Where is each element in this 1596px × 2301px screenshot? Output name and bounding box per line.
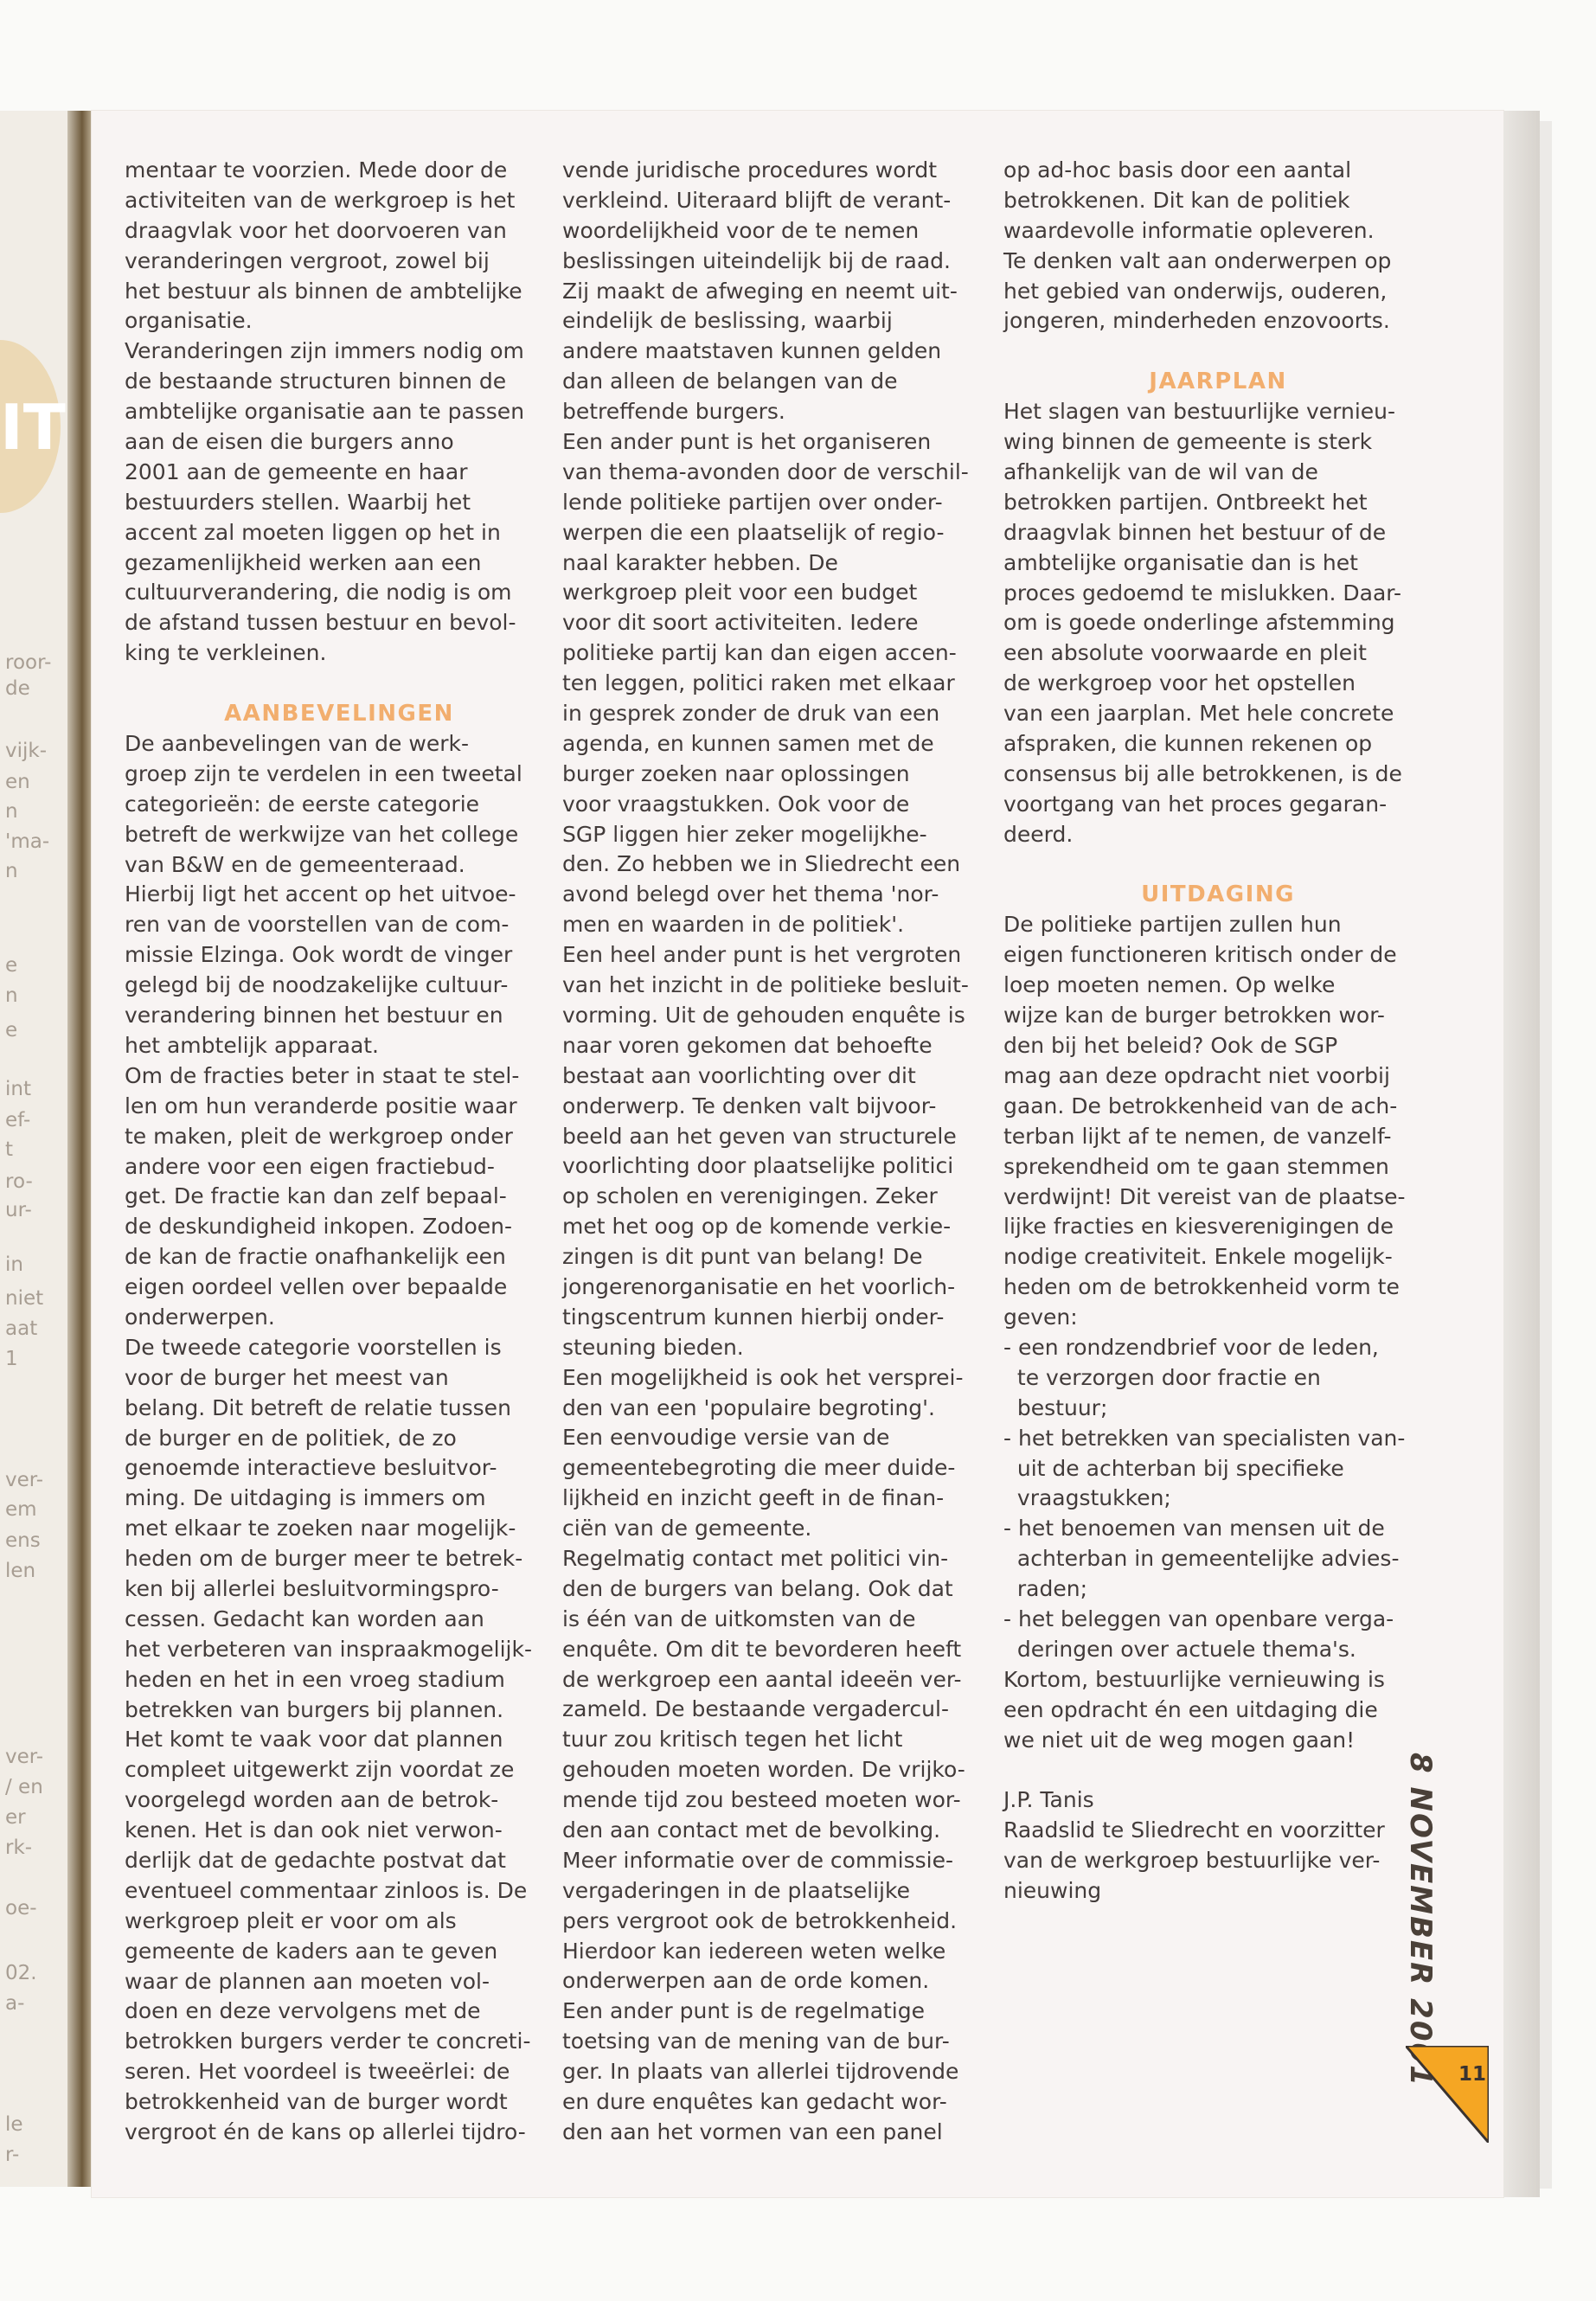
left-page-fragment: e <box>5 1019 18 1042</box>
text-line: waardevolle informatie opleveren. <box>1003 217 1375 243</box>
text-line: van de werkgroep bestuurlijke ver- <box>1003 1848 1381 1874</box>
left-page-fragment: a- <box>5 1992 25 2015</box>
text-line: het gebied van onderwijs, ouderen, <box>1003 278 1388 304</box>
text-line: verkleind. Uiteraard blijft de verant- <box>562 187 952 213</box>
left-page-fragment: ver- <box>5 1469 44 1491</box>
text-line: loep moeten nemen. Op welke <box>1003 972 1336 998</box>
text-line: betrokken partijen. Ontbreekt het <box>1003 489 1368 515</box>
text-line: afhankelijk van de wil van de <box>1003 459 1318 485</box>
text-line: deerd. <box>1003 821 1074 847</box>
text-line: vraagstukken; <box>1003 1485 1171 1511</box>
left-page-fragment: n <box>5 984 18 1007</box>
text-line: Om de fracties beter in staat te stel- <box>125 1062 520 1088</box>
text-line: zameld. De bestaande vergadercul- <box>562 1696 949 1722</box>
paragraph-gap <box>125 669 554 699</box>
text-line: consensus bij alle betrokkenen, is de <box>1003 760 1402 786</box>
text-line: andere maatstaven kunnen gelden <box>562 338 942 364</box>
left-page-fragment: ro- <box>5 1170 33 1193</box>
text-line: mentaar te voorzien. Mede door de <box>125 157 508 183</box>
left-page-fragment: le <box>5 2113 23 2136</box>
left-page-fragment: e <box>5 954 18 977</box>
text-line: gemeente de kaders aan te geven <box>125 1938 498 1964</box>
text-line: Veranderingen zijn immers nodig om <box>125 338 524 364</box>
text-line: len om hun veranderde positie waar <box>125 1093 517 1118</box>
text-line: onderwerpen aan de orde komen. <box>562 1968 930 1994</box>
text-line: de kan de fractie onafhankelijk een <box>125 1244 506 1270</box>
text-line: voor de burger het meest van <box>125 1364 449 1390</box>
text-line: veranderingen vergroot, zowel bij <box>125 247 490 273</box>
section-heading: AANBEVELINGEN <box>224 701 454 727</box>
page-edge-outer <box>1540 121 1552 2189</box>
text-line: jongeren, minderheden enzovoorts. <box>1003 308 1390 334</box>
text-line: Kortom, bestuurlijke vernieuwing is <box>1003 1666 1385 1692</box>
text-line: Een ander punt is het organiseren <box>562 429 932 455</box>
text-line: politieke partij kan dan eigen accen- <box>562 640 957 666</box>
text-line: Te denken valt aan onderwerpen op <box>1003 247 1392 273</box>
page-number: 11 <box>1458 2063 1487 2086</box>
text-line: cultuurverandering, die nodig is om <box>125 580 512 606</box>
text-line: - het beleggen van openbare verga- <box>1003 1606 1394 1631</box>
text-line: den. Zo hebben we in Sliedrecht een <box>562 851 961 877</box>
page-edge <box>1503 111 1540 2197</box>
left-page-fragment: oe- <box>5 1897 37 1920</box>
left-page-fragment: em <box>5 1498 37 1521</box>
text-line: ten leggen, politici raken met elkaar <box>562 670 955 696</box>
text-line: van het inzicht in de politieke besluit- <box>562 972 969 998</box>
text-line: het ambtelijk apparaat. <box>125 1032 380 1058</box>
text-column-1 <box>125 156 554 2148</box>
text-line: te verzorgen door fractie en <box>1003 1364 1321 1390</box>
text-line: verdwijnt! Dit vereist van de plaatse- <box>1003 1183 1406 1209</box>
text-line: nodige creativiteit. Enkele mogelijk- <box>1003 1244 1393 1270</box>
left-page-fragment: aat <box>5 1317 38 1340</box>
left-page-fragment: roor- <box>5 651 52 674</box>
text-line: de afstand tussen bestuur en bevol- <box>125 610 516 636</box>
text-line: men en waarden in de politiek'. <box>562 912 905 938</box>
text-line: De politieke partijen zullen hun <box>1003 912 1342 938</box>
text-line: compleet uitgewerkt zijn voordat ze <box>125 1757 515 1783</box>
text-line: heden om de betrokkenheid vorm te <box>1003 1274 1400 1300</box>
text-line: voorgelegd worden aan de betrok- <box>125 1787 499 1813</box>
text-line: vergaderingen in de plaatselijke <box>562 1877 910 1903</box>
text-line: woordelijkheid voor de te nemen <box>562 217 920 243</box>
text-line: Hierbij ligt het accent op het uitvoe- <box>125 881 516 907</box>
text-line: den de burgers van belang. Ook dat <box>562 1575 953 1601</box>
text-line: en dure enquêtes kan gedacht wor- <box>562 2089 947 2114</box>
text-line: tuur zou kritisch tegen het licht <box>562 1727 903 1753</box>
text-line: waar de plannen aan moeten vol- <box>125 1968 490 1994</box>
text-line: Een eenvoudige versie van de <box>562 1425 890 1451</box>
left-page-fragment: 1 <box>5 1348 18 1370</box>
text-line: Raadslid te Sliedrecht en voorzitter <box>1003 1817 1385 1843</box>
text-line: naal karakter hebben. De <box>562 549 838 575</box>
text-line: tingscentrum kunnen hierbij onder- <box>562 1304 945 1330</box>
text-line: Het slagen van bestuurlijke vernieu- <box>1003 399 1396 425</box>
text-line: ambtelijke organisatie aan te passen <box>125 399 525 425</box>
text-line: - het benoemen van mensen uit de <box>1003 1516 1385 1541</box>
text-line: ciën van de gemeente. <box>562 1516 812 1541</box>
left-page-fragment: n <box>5 860 18 882</box>
text-line: enquête. Om dit te bevorderen heeft <box>562 1636 962 1662</box>
text-line: cessen. Gedacht kan worden aan <box>125 1606 484 1631</box>
left-page-fragment: in <box>5 1253 23 1276</box>
text-line: we niet uit de weg mogen gaan! <box>1003 1727 1356 1753</box>
text-line: eindelijk de beslissing, waarbij <box>562 308 893 334</box>
left-page-fragment: en <box>5 771 30 793</box>
left-page-fragment: ef- <box>5 1109 31 1131</box>
text-line: is één van de uitkomsten van de <box>562 1606 916 1631</box>
left-page-fragment: int <box>5 1078 31 1100</box>
text-line: te maken, pleit de werkgroep onder <box>125 1123 513 1149</box>
text-column-3 <box>1003 156 1433 1907</box>
text-line: doen en deze vervolgens met de <box>125 1998 481 2024</box>
text-line: de bestaande structuren binnen de <box>125 369 507 394</box>
text-line: het bestuur als binnen de ambtelijke <box>125 278 522 304</box>
text-line: eigen oordeel vellen over bepaalde <box>125 1274 508 1300</box>
text-line: burger zoeken naar oplossingen <box>562 760 910 786</box>
text-line: op scholen en verenigingen. Zeker <box>562 1183 938 1209</box>
text-line: den aan contact met de bevolking. <box>562 1817 941 1843</box>
text-line: derlijk dat de gedachte postvat dat <box>125 1847 506 1873</box>
text-line: gemeentebegroting die meer duide- <box>562 1455 956 1481</box>
text-line: aan de eisen die burgers anno <box>125 429 454 455</box>
issue-date: 8 NOVEMBER 2001 <box>1403 1753 1438 2087</box>
text-line: werkgroep pleit er voor om als <box>125 1907 457 1933</box>
text-line: kenen. Het is dan ook niet verwon- <box>125 1817 503 1843</box>
page-number-triangle <box>1406 2046 1489 2143</box>
text-line: voortgang van het proces gegaran- <box>1003 791 1388 817</box>
text-line: de werkgroep voor het opstellen <box>1003 670 1356 696</box>
text-line: op ad-hoc basis door een aantal <box>1003 157 1352 183</box>
text-line: gaan. De betrokkenheid van de ach- <box>1003 1093 1398 1118</box>
text-line: zingen is dit punt van belang! De <box>562 1244 923 1270</box>
text-line: betreffende burgers. <box>562 399 785 425</box>
text-line: andere voor een eigen fractiebud- <box>125 1153 495 1179</box>
left-page-fragment: len <box>5 1560 36 1582</box>
text-line: lijke fracties en kiesverenigingen de <box>1003 1214 1394 1240</box>
left-page-fragment: t <box>5 1138 14 1161</box>
text-line: deringen over actuele thema's. <box>1003 1636 1356 1662</box>
text-line: 2001 aan de gemeente en haar <box>125 458 468 484</box>
text-line: mende tijd zou besteed moeten wor- <box>562 1787 961 1813</box>
book-gutter <box>67 111 92 2187</box>
left-page-fragment: niet <box>5 1287 44 1310</box>
text-line: ming. De uitdaging is immers om <box>125 1485 486 1511</box>
text-line: afspraken, die kunnen rekenen op <box>1003 731 1373 757</box>
left-page-fragment: rk- <box>5 1836 33 1859</box>
text-line: missie Elzinga. Ook wordt de vinger <box>125 942 513 968</box>
text-line: seren. Het voordeel is tweeërlei: de <box>125 2059 510 2085</box>
text-line: jongerenorganisatie en het voorlich- <box>562 1273 956 1299</box>
text-line: nieuwing <box>1003 1877 1102 1903</box>
text-line: lende politieke partijen over onder- <box>562 489 943 515</box>
left-page-fragment: ver- <box>5 1746 44 1768</box>
text-line: accent zal moeten liggen op het in <box>125 519 501 545</box>
text-line: beeld aan het geven van structurele <box>562 1123 957 1149</box>
text-line: vorming. Uit de gehouden enquête is <box>562 1002 965 1028</box>
text-line: in gesprek zonder de druk van een <box>562 701 940 727</box>
text-line: ger. In plaats van allerlei tijdrovende <box>562 2059 959 2085</box>
text-line: Meer informatie over de commissie- <box>562 1847 954 1873</box>
text-line: het verbeteren van inspraakmogelijk- <box>125 1636 532 1662</box>
left-page-heading-fragment: IT <box>0 391 66 464</box>
text-line: werpen die een plaatselijk of regio- <box>562 519 945 545</box>
text-line: J.P. Tanis <box>1003 1787 1094 1813</box>
text-line: raden; <box>1003 1576 1088 1602</box>
text-line: Een mogelijkheid is ook het versprei- <box>562 1364 964 1390</box>
text-line: bestuur; <box>1003 1394 1108 1420</box>
text-line: achterban in gemeentelijke advies- <box>1003 1546 1400 1572</box>
text-line: heden en het in een vroeg stadium <box>125 1666 505 1692</box>
text-line: bestaat aan voorlichting over dit <box>562 1062 916 1088</box>
text-line: groep zijn te verdelen in een tweetal <box>125 760 522 786</box>
text-line: naar voren gekomen dat behoefte <box>562 1032 933 1058</box>
text-column-2 <box>562 156 991 2148</box>
text-line: terban lijkt af te nemen, de vanzelf- <box>1003 1123 1392 1149</box>
text-line: met elkaar te zoeken naar mogelijk- <box>125 1516 516 1541</box>
text-line: den bij het beleid? Ook de SGP <box>1003 1033 1338 1059</box>
text-line: een absolute voorwaarde en pleit <box>1003 640 1367 666</box>
text-line: Een heel ander punt is het vergroten <box>562 942 962 968</box>
text-line: betrokkenen. Dit kan de politiek <box>1003 187 1350 213</box>
text-line: vergroot én de kans op allerlei tijdro- <box>125 2119 526 2144</box>
text-line: proces gedoemd te mislukken. Daar- <box>1003 580 1401 606</box>
text-line: den van een 'populaire begroting'. <box>562 1394 935 1420</box>
text-line: ken bij allerlei besluitvormingspro- <box>125 1575 499 1601</box>
text-line: De aanbevelingen van de werk- <box>125 731 469 757</box>
text-line: Het komt te vaak voor dat plannen <box>125 1727 503 1753</box>
text-line: gehouden moeten worden. De vrijko- <box>562 1757 965 1783</box>
section-heading: JAARPLAN <box>1149 369 1287 395</box>
text-line: draagvlak binnen het bestuur of de <box>1003 519 1387 545</box>
text-line: met het oog op de komende verkie- <box>562 1214 952 1240</box>
text-line: ambtelijke organisatie dan is het <box>1003 549 1358 575</box>
left-page-fragment: 'ma- <box>5 830 50 853</box>
text-line: de werkgroep een aantal ideeën ver- <box>562 1666 962 1692</box>
text-line: sprekendheid om te gaan stemmen <box>1003 1153 1389 1179</box>
text-line: eventueel commentaar zinloos is. De <box>125 1877 528 1903</box>
text-line: mag aan deze opdracht niet voorbij <box>1003 1062 1390 1088</box>
left-page-fragment: r- <box>5 2144 20 2166</box>
text-line: Regelmatig contact met politici vin- <box>562 1545 949 1571</box>
left-page-fragment: / en <box>5 1776 43 1798</box>
text-line: SGP liggen hier zeker mogelijkhe- <box>562 821 927 847</box>
text-line: van een jaarplan. Met hele concrete <box>1003 701 1394 727</box>
text-line: dan alleen de belangen van de <box>562 369 898 394</box>
text-line: de deskundigheid inkopen. Zodoen- <box>125 1214 513 1240</box>
text-line: den aan het vormen van een panel <box>562 2118 943 2144</box>
text-line: avond belegd over het thema 'nor- <box>562 881 939 907</box>
text-line: betrokkenheid van de burger wordt <box>125 2089 508 2115</box>
text-line: voor vraagstukken. Ook voor de <box>562 791 910 817</box>
text-line: bestuurders stellen. Waarbij het <box>125 489 471 515</box>
text-line: om is goede onderlinge afstemming <box>1003 610 1395 636</box>
text-line: uit de achterban bij specifieke <box>1003 1455 1344 1481</box>
paragraph-gap <box>1003 850 1433 881</box>
left-page-fragment: ens <box>5 1529 41 1552</box>
text-line: - het betrekken van specialisten van- <box>1003 1425 1406 1451</box>
text-line: Hierdoor kan iedereen weten welke <box>562 1938 946 1964</box>
text-line: werkgroep pleit voor een budget <box>562 580 918 606</box>
text-line: toetsing van de mening van de bur- <box>562 2029 950 2054</box>
text-line: gelegd bij de noodzakelijke cultuur- <box>125 972 509 998</box>
text-line: onderwerp. Te denken valt bijvoor- <box>562 1093 937 1118</box>
left-page-fragment: er <box>5 1806 26 1829</box>
text-line: De tweede categorie voorstellen is <box>125 1334 502 1360</box>
text-line: categorieën: de eerste categorie <box>125 791 480 817</box>
text-line: steuning bieden. <box>562 1334 744 1360</box>
left-page-fragment: 02. <box>5 1962 37 1984</box>
text-line: draagvlak voor het doorvoeren van <box>125 217 507 243</box>
text-line: geven: <box>1003 1304 1078 1330</box>
text-line: Een ander punt is de regelmatige <box>562 1998 926 2024</box>
text-line: een opdracht én een uitdaging die <box>1003 1696 1378 1722</box>
text-line: eigen functioneren kritisch onder de <box>1003 942 1397 968</box>
text-line: - een rondzendbrief voor de leden, <box>1003 1334 1379 1360</box>
text-line: van B&W en de gemeenteraad. <box>125 851 465 877</box>
text-line: voorlichting door plaatselijke politici <box>562 1153 954 1179</box>
text-line: onderwerpen. <box>125 1304 275 1330</box>
paragraph-gap <box>1003 1755 1433 1785</box>
triangle-shape <box>1406 2046 1489 2143</box>
text-line: activiteiten van de werkgroep is het <box>125 187 516 213</box>
left-page-edge <box>0 111 78 2187</box>
text-line: betreft de werkwijze van het college <box>125 821 519 847</box>
text-line: heden om de burger meer te betrek- <box>125 1546 523 1572</box>
left-page-fragment: vijk- <box>5 740 48 762</box>
left-page-fragment: n <box>5 800 18 823</box>
text-line: vende juridische procedures wordt <box>562 157 938 183</box>
text-line: ren van de voorstellen van de com- <box>125 912 510 938</box>
text-line: wijze kan de burger betrokken wor- <box>1003 1003 1385 1029</box>
left-page-fragment: de <box>5 677 30 700</box>
text-line: lijkheid en inzicht geeft in de finan- <box>562 1485 945 1511</box>
text-line: belang. Dit betreft de relatie tussen <box>125 1394 511 1420</box>
text-line: get. De fractie kan dan zelf bepaal- <box>125 1183 507 1209</box>
text-line: betrokken burgers verder te concreti- <box>125 2029 531 2054</box>
text-line: de burger en de politiek, de zo <box>125 1425 457 1451</box>
text-line: van thema-avonden door de verschil- <box>562 458 969 484</box>
text-line: organisatie. <box>125 308 253 334</box>
section-heading: UITDAGING <box>1141 881 1295 908</box>
text-line: Zij maakt de afweging en neemt uit- <box>562 278 958 304</box>
text-line: voor dit soort activiteiten. Iedere <box>562 610 919 636</box>
text-line: gezamenlijkheid werken aan een <box>125 549 482 575</box>
text-line: wing binnen de gemeente is sterk <box>1003 429 1373 455</box>
text-line: king te verkleinen. <box>125 640 327 666</box>
text-line: beslissingen uiteindelijk bij de raad. <box>562 247 951 273</box>
text-line: betrekken van burgers bij plannen. <box>125 1696 504 1722</box>
left-page-fragment: ur- <box>5 1199 32 1221</box>
text-line: pers vergroot ook de betrokkenheid. <box>562 1907 958 1933</box>
paragraph-gap <box>1003 336 1433 367</box>
text-line: verandering binnen het bestuur en <box>125 1003 503 1029</box>
text-line: genoemde interactieve besluitvor- <box>125 1455 497 1481</box>
text-line: agenda, en kunnen samen met de <box>562 730 934 756</box>
